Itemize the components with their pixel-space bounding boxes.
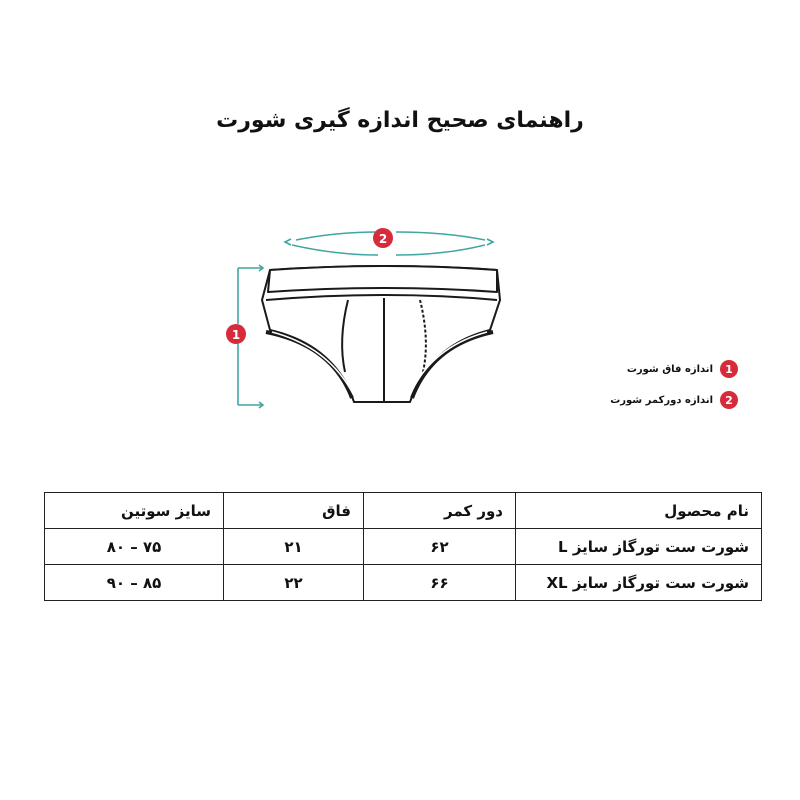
table-row <box>45 529 762 565</box>
header-bra-size: سایز سوتین <box>45 493 224 529</box>
page-title: راهنمای صحیح اندازه گیری شورت <box>216 108 584 133</box>
leg-marker <box>226 324 246 344</box>
legend-item-leg <box>627 360 738 378</box>
legend-number: 1 <box>720 360 738 378</box>
cell-bra: ۸۵ – ۹۰ <box>45 565 224 601</box>
header-waist: دور کمر <box>364 493 516 529</box>
cell-waist: ۶۶ <box>364 565 516 601</box>
legend-item-waist <box>610 391 738 409</box>
cell-leg: ۲۲ <box>224 565 364 601</box>
cell-product: شورت ست تورگاز سایز L <box>516 529 762 565</box>
legend-label: اندازه دورکمر شورت <box>610 394 713 406</box>
measurement-legend <box>538 360 738 420</box>
size-table <box>44 492 762 601</box>
header-product-name: نام محصول <box>516 493 762 529</box>
table-row <box>45 565 762 601</box>
cell-product: شورت ست تورگاز سایز XL <box>516 565 762 601</box>
cell-waist: ۶۲ <box>364 529 516 565</box>
brief-illustration <box>262 266 500 402</box>
header-leg: فاق <box>224 493 364 529</box>
legend-number: 2 <box>720 391 738 409</box>
waist-marker <box>373 228 393 248</box>
cell-bra: ۷۵ – ۸۰ <box>45 529 224 565</box>
legend-label: اندازه فاق شورت <box>626 363 713 375</box>
cell-leg: ۲۱ <box>224 529 364 565</box>
svg-text:2: 2 <box>378 232 388 246</box>
table-header-row <box>45 493 762 529</box>
svg-text:1: 1 <box>231 328 241 342</box>
